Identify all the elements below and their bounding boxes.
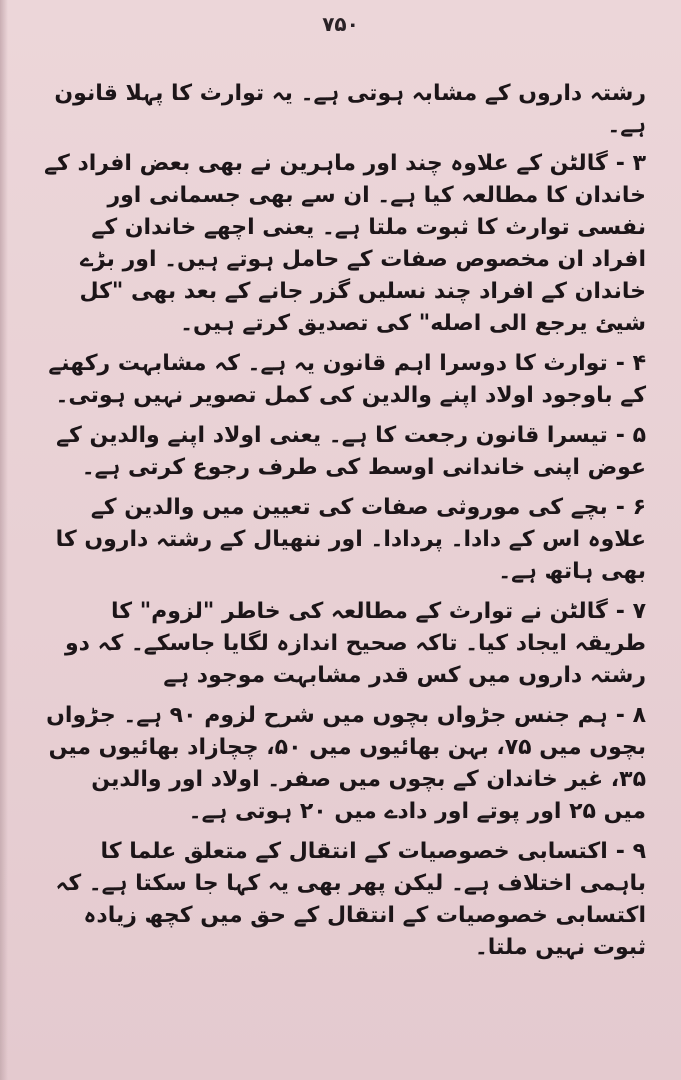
paragraph-number: ۶ - [615,495,646,520]
paragraph-7 [44,596,646,692]
paragraph-text: ہم جنس جڑواں بچوں میں شرح لزوم ۹۰ ہے۔ جڑواں بچوں میں ۷۵، بہن بھائیوں میں ۵۰، چچازاد بھائیوں میں ۳۵، غیر خاندان کے بچوں میں صفر۔ اولاد اور والدین میں ۲۵ اور پوتے اور دادے میں ۲۰ ہوتی ہے۔ [46,703,646,824]
page-number: ۷۵۰ [322,12,359,36]
paragraph-text: بچے کی موروثی صفات کی تعیین میں والدین کے علاوہ اس کے دادا۔ پردادا۔ اور ننھیال کے رشتہ داروں کا بھی ہاتھ ہے۔ [55,495,646,584]
paragraph-text: توارث کا دوسرا اہم قانون یہ ہے۔ کہ مشابہت رکھنے کے باوجود اولاد اپنے والدین کی کمل تصویر نہیں ہوتی۔ [48,351,646,408]
paragraph-3 [44,148,646,340]
paragraph-8 [44,700,646,828]
paragraph-number: ۷ - [615,599,646,624]
page-body-text [44,78,646,972]
page-edge-shadow [0,0,8,1080]
paragraph-number: ۸ - [615,703,646,728]
paragraph-number: ۵ - [615,423,646,448]
paragraph-6 [44,492,646,588]
paragraph-text: رشتہ داروں کے مشابہ ہوتی ہے۔ یہ توارث کا پہلا قانون ہے۔ [54,81,646,138]
paragraph-text: اکتسابی خصوصیات کے انتقال کے متعلق علما کا باہمی اختلاف ہے۔ لیکن پھر بھی یہ کہا جا سکتا ہے۔ کہ اکتسابی خصوصیات کے انتقال کے حق میں کچھ زیادہ ثبوت نہیں ملتا۔ [55,839,646,960]
paragraph-9 [44,836,646,964]
paragraph-text: گالٹن نے توارث کے مطالعہ کی خاطر "لزوم" کا طریقہ ایجاد کیا۔ تاکہ صحیح اندازہ لگایا جاسکے۔ کہ دو رشتہ داروں میں کس قدر مشابہت موجود ہے [64,599,646,688]
paragraph-continuation [44,78,646,142]
paragraph-text: تیسرا قانون رجعت کا ہے۔ یعنی اولاد اپنے والدین کے عوض اپنی خاندانی اوسط کی طرف رجوع کرتی ہے۔ [56,423,646,480]
paragraph-number: ۳ - [615,151,646,176]
paragraph-number: ۴ - [615,351,646,376]
paragraph-4 [44,348,646,412]
paragraph-number: ۹ - [615,839,646,864]
paragraph-text: گالٹن کے علاوہ چند اور ماہرین نے بھی بعض افراد کے خاندان کا مطالعہ کیا ہے۔ ان سے بھی جسمانی اور نفسی توارث کا ثبوت ملتا ہے۔ یعنی اچھے خاندان کے افراد ان مخصوص صفات کے حامل ہوتے ہیں۔ اور بڑے خاندان کے افراد چند نسلیں گزر جانے کے بعد بھی "كل شيئ يرجع الى اصله" کی تصدیق کرتے ہیں۔ [44,151,646,336]
paragraph-5 [44,420,646,484]
